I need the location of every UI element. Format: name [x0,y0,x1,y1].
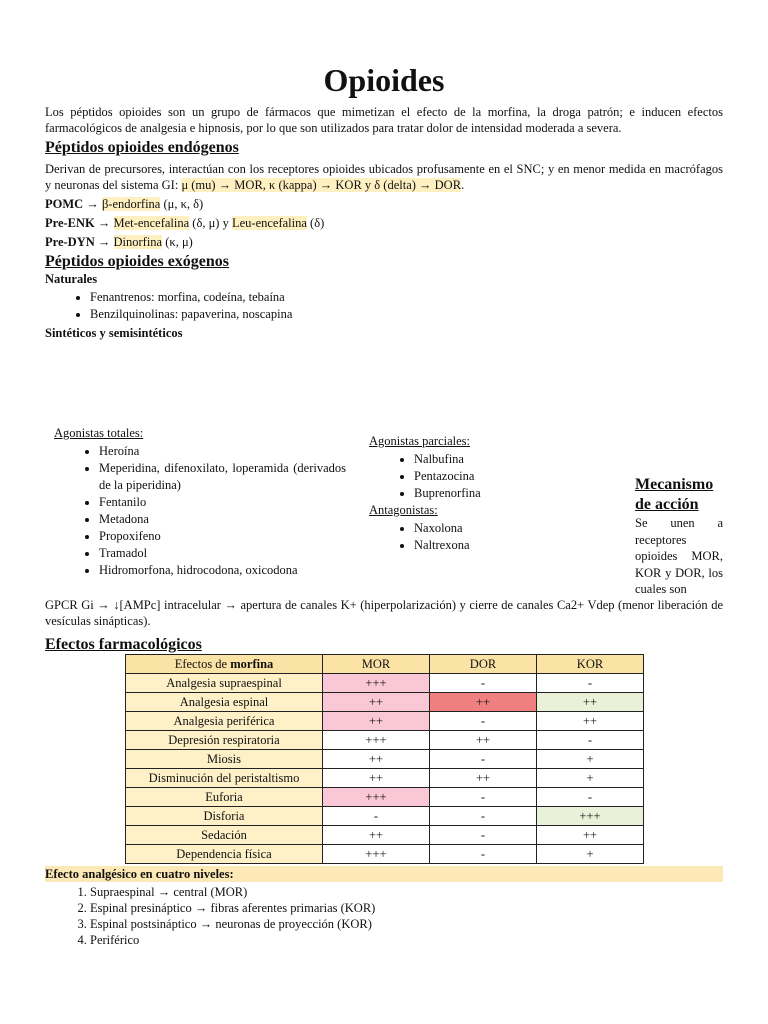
agonistas-parciales-column [369,433,609,554]
table-row [126,674,644,693]
mecanismo-text: Se unen a receptores opioides MOR, KOR y DOR, los cuales son [635,516,723,596]
dor-value-cell: - [430,788,537,807]
agonistas-totales-column [54,425,346,579]
mor-value-cell: - [323,807,430,826]
list-item: • Benzilquinolinas: papaverina, noscapina [90,306,723,323]
naturales-list [45,289,723,323]
dor-value-cell: ++ [430,769,537,788]
list-item: • Buprenorfina [414,485,609,502]
mecanismo-column [635,475,723,598]
effect-name-cell: Disminución del peristaltismo [126,769,323,788]
kor-value-cell: +++ [537,807,644,826]
effect-name-cell: Depresión respiratoria [126,731,323,750]
list-item: • Naxolona [414,520,609,537]
effect-name-cell: Analgesia periférica [126,712,323,731]
antagonistas-label: Antagonistas: [369,503,438,517]
dor-value-cell: ++ [430,731,537,750]
dor-value-cell: - [430,826,537,845]
list-item: • Propoxifeno [99,528,346,545]
niveles-list [45,884,723,948]
niveles-heading: Efecto analgésico en cuatro niveles: [45,866,723,882]
mor-value-cell: ++ [323,769,430,788]
pomc-line [45,196,723,212]
kor-value-cell: + [537,845,644,864]
table-row [126,807,644,826]
agonistas-parciales-list [369,451,609,502]
table-row [126,731,644,750]
receptors-highlight: μ (mu) → MOR, κ (kappa) → KOR y δ (delta) → DOR [181,178,462,192]
naturales-label: Naturales [45,272,98,286]
effect-name-cell: Euforia [126,788,323,807]
efectos-heading: Efectos farmacológicos [45,636,202,653]
table-row [126,712,644,731]
list-item: 3. Espinal postsináptico → neuronas de proyección (KOR) [90,916,723,932]
mor-value-cell: +++ [323,788,430,807]
sinteticos-label: Sintéticos y semisintéticos [45,326,183,340]
table-header-row [126,655,644,674]
effect-name-cell: Miosis [126,750,323,769]
endogenos-text-end: . [461,178,465,192]
header-prefix: Efectos de [174,657,231,671]
predyn-label: Pre-DYN [45,235,95,249]
preenk-rest: (δ) [306,216,325,230]
document-page [45,60,723,948]
effects-table [125,654,644,864]
header-effects [126,655,323,674]
predyn-highlight: Dinorfina [113,235,163,249]
table-row [126,769,644,788]
preenk-highlight-1: Met-encefalina [113,216,190,230]
effect-name-cell: Analgesia espinal [126,693,323,712]
header-kor: KOR [537,655,644,674]
effects-table-body [126,674,644,864]
dor-value-cell: - [430,674,537,693]
list-item: • Metadona [99,511,346,528]
predyn-arrow: → [94,235,114,249]
header-bold: morfina [230,657,274,671]
list-item: 1. Supraespinal → central (MOR) [90,884,723,900]
mor-value-cell: +++ [323,731,430,750]
table-row [126,750,644,769]
header-mor: MOR [323,655,430,674]
endogenos-text [45,161,723,193]
list-item: • Nalbufina [414,451,609,468]
pomc-label: POMC [45,197,84,211]
kor-value-cell: ++ [537,693,644,712]
list-item: • Hidromorfona, hidrocodona, oxicodona [99,562,346,579]
blank-space [45,341,723,425]
mor-value-cell: ++ [323,712,430,731]
dor-value-cell: - [430,807,537,826]
list-item: • Heroína [99,443,346,460]
list-item: • Pentazocina [414,468,609,485]
pomc-rest: (μ, κ, δ) [160,197,204,211]
dor-value-cell: - [430,712,537,731]
mor-value-cell: +++ [323,845,430,864]
kor-value-cell: - [537,674,644,693]
list-item: • Tramadol [99,545,346,562]
pomc-arrow: → [83,197,102,211]
kor-value-cell: + [537,769,644,788]
antagonistas-list [369,520,609,554]
kor-value-cell: ++ [537,826,644,845]
effect-name-cell: Disforia [126,807,323,826]
mecanismo-heading: Mecanismo de acción [635,476,714,513]
list-item: • Fentanilo [99,494,346,511]
pomc-highlight: β-endorfina [101,197,161,211]
effect-name-cell: Analgesia supraespinal [126,674,323,693]
agonistas-totales-label: Agonistas totales: [54,426,144,440]
dor-value-cell: - [430,845,537,864]
predyn-line [45,234,723,250]
header-dor: DOR [430,655,537,674]
kor-value-cell: ++ [537,712,644,731]
classification-columns [45,425,723,595]
page-title: Opioides [323,62,445,98]
table-row [126,693,644,712]
preenk-highlight-2: Leu-encefalina [231,216,307,230]
preenk-arrow: → [94,216,114,230]
predyn-rest: (κ, μ) [162,235,193,249]
intro-paragraph: Los péptidos opioides son un grupo de fármacos que mimetizan el efecto de la morfina, la droga patrón; e inducen efectos farmacológicos de analgesia e hipnosis, por lo que son utilizados para tratar dolor de intensidad moderada a severa. [45,105,723,135]
mecanismo-continuation: GPCR Gi → ↓[AMPc] intracelular → apertura de canales K+ (hiperpolarización) y cierre de canales Ca2+ Vdep (menor liberación de vesículas sinápticas). [45,598,723,628]
kor-value-cell: - [537,731,644,750]
preenk-mid: (δ, μ) y [189,216,232,230]
dor-value-cell: ++ [430,693,537,712]
mor-value-cell: +++ [323,674,430,693]
agonistas-parciales-label: Agonistas parciales: [369,434,471,448]
endogenos-text-a: Derivan de precursores, interactúan con los receptores opioides ubicados profusamente en el SNC; y en menor medida en macrófagos y neuronas del sistema GI: [45,162,723,192]
preenk-label: Pre-ENK [45,216,95,230]
list-item: • Naltrexona [414,537,609,554]
mor-value-cell: ++ [323,826,430,845]
agonistas-totales-list [54,443,346,579]
dor-value-cell: - [430,750,537,769]
exogenos-heading: Péptidos opioides exógenos [45,253,230,270]
list-item: • Meperidina, difenoxilato, loperamida (derivados de la piperidina) [99,460,346,494]
list-item: 4. Periférico [90,932,723,948]
table-row [126,788,644,807]
kor-value-cell: - [537,788,644,807]
list-item: • Fenantrenos: morfina, codeína, tebaína [90,289,723,306]
kor-value-cell: + [537,750,644,769]
mor-value-cell: ++ [323,693,430,712]
list-item: 2. Espinal presináptico → fibras aferentes primarias (KOR) [90,900,723,916]
effect-name-cell: Dependencia física [126,845,323,864]
preenk-line [45,215,723,231]
mor-value-cell: ++ [323,750,430,769]
table-row [126,826,644,845]
effect-name-cell: Sedación [126,826,323,845]
endogenos-heading: Péptidos opioides endógenos [45,139,239,156]
table-row [126,845,644,864]
